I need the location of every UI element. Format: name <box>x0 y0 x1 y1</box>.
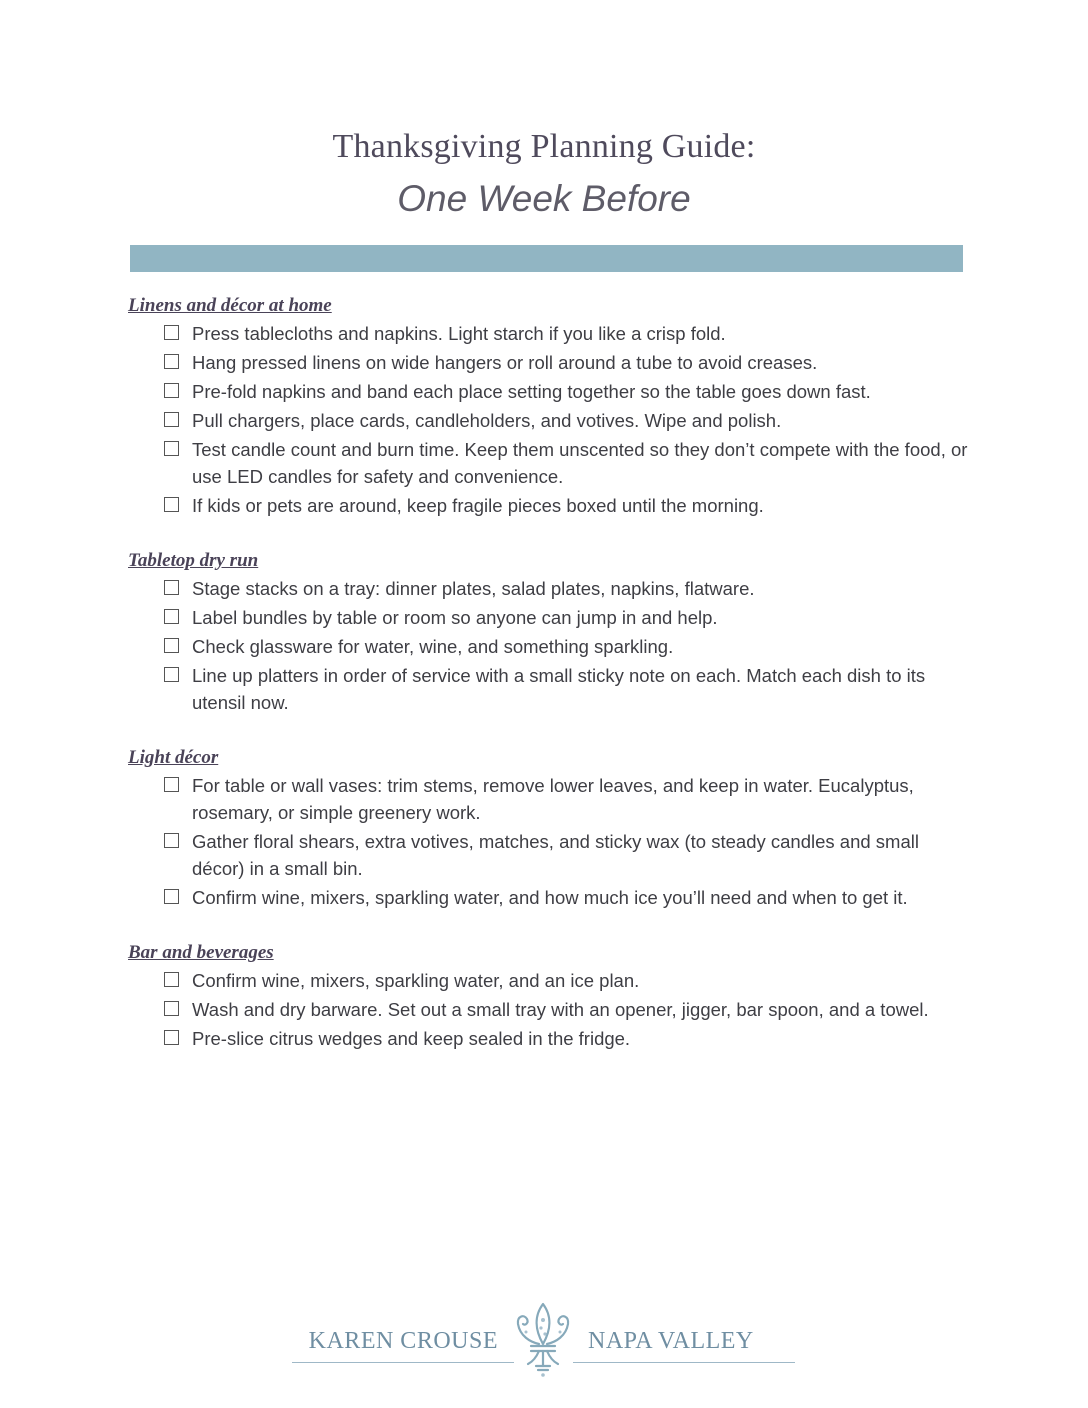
checklist-item-text: Wash and dry barware. Set out a small tray with an opener, jigger, bar spoon, and a towel. <box>192 999 929 1020</box>
checklist-item-text: Check glassware for water, wine, and something sparkling. <box>192 636 674 657</box>
checkbox[interactable] <box>164 667 179 682</box>
footer-brand-left: KAREN CROUSE <box>308 1328 498 1354</box>
checklist-item-text: Pull chargers, place cards, candleholders, and votives. Wipe and polish. <box>192 410 782 431</box>
checkbox[interactable] <box>164 1001 179 1016</box>
checklist <box>128 575 968 716</box>
footer-rule-left <box>292 1362 514 1363</box>
footer <box>0 1300 1088 1380</box>
checkbox[interactable] <box>164 354 179 369</box>
checklist-item <box>164 604 968 631</box>
checklist-item <box>164 407 968 434</box>
checkbox[interactable] <box>164 638 179 653</box>
checklist <box>128 967 968 1052</box>
fleur-de-lis-icon <box>512 1300 574 1380</box>
checkbox[interactable] <box>164 580 179 595</box>
checklist-item-text: Line up platters in order of service with a small sticky note on each. Match each dish to its utensil now. <box>192 665 926 713</box>
checklist-item <box>164 633 968 660</box>
checklist-item-text: For table or wall vases: trim stems, remove lower leaves, and keep in water. Eucalyptus, rosemary, or simple greenery work. <box>192 775 914 823</box>
checklist-item-text: Pre-slice citrus wedges and keep sealed in the fridge. <box>192 1028 631 1049</box>
checklist-item-text: Label bundles by table or room so anyone can jump in and help. <box>192 607 718 628</box>
checklist-item <box>164 662 968 716</box>
checklist-item-text: Gather floral shears, extra votives, matches, and sticky wax (to steady candles and small décor) in a small bin. <box>192 831 919 879</box>
checkbox[interactable] <box>164 889 179 904</box>
checklist-item <box>164 378 968 405</box>
checklist-item <box>164 1025 968 1052</box>
checklist-item <box>164 575 968 602</box>
checklist-section <box>128 292 968 519</box>
checklist-item-text: Pre-fold napkins and band each place setting together so the table goes down fast. <box>192 381 871 402</box>
checkbox[interactable] <box>164 609 179 624</box>
checklist-section <box>128 939 968 1052</box>
checklist-item-text: Test candle count and burn time. Keep them unscented so they don’t compete with the food, or use LED candles for safety and convenience. <box>192 439 968 487</box>
checkbox[interactable] <box>164 383 179 398</box>
checkbox[interactable] <box>164 777 179 792</box>
checklist-item <box>164 772 968 826</box>
checklist-section <box>128 547 968 716</box>
checkbox[interactable] <box>164 441 179 456</box>
footer-brand-right: NAPA VALLEY <box>588 1328 754 1354</box>
checklist-item <box>164 884 968 911</box>
title-line-2: One Week Before <box>397 178 691 219</box>
section-heading: Light décor <box>128 747 219 768</box>
checklist <box>128 320 968 519</box>
checklist-item <box>164 492 968 519</box>
checklist-item <box>164 996 968 1023</box>
checkbox[interactable] <box>164 325 179 340</box>
checkbox[interactable] <box>164 1030 179 1045</box>
checkbox[interactable] <box>164 972 179 987</box>
section-heading: Linens and décor at home <box>128 295 332 316</box>
section-heading: Bar and beverages <box>128 942 274 963</box>
checkbox[interactable] <box>164 412 179 427</box>
checklist-item <box>164 436 968 490</box>
checklist-item <box>164 349 968 376</box>
checklist-item-text: Confirm wine, mixers, sparkling water, and an ice plan. <box>192 970 640 991</box>
checklist-item-text: If kids or pets are around, keep fragile pieces boxed until the morning. <box>192 495 764 516</box>
section-heading: Tabletop dry run <box>128 550 259 571</box>
footer-rule-right <box>573 1362 795 1363</box>
checklist-item <box>164 967 968 994</box>
title-line-1: Thanksgiving Planning Guide: <box>332 128 756 165</box>
checklist-item-text: Confirm wine, mixers, sparkling water, and how much ice you’ll need and when to get it. <box>192 887 908 908</box>
checklist-item-text: Hang pressed linens on wide hangers or roll around a tube to avoid creases. <box>192 352 818 373</box>
checklist-section <box>128 744 968 911</box>
checklist-item-text: Stage stacks on a tray: dinner plates, salad plates, napkins, flatware. <box>192 578 755 599</box>
header-divider-band <box>130 245 963 272</box>
checklist-item <box>164 828 968 882</box>
checklist <box>128 772 968 911</box>
checklist-content <box>128 292 968 1080</box>
checkbox[interactable] <box>164 833 179 848</box>
checkbox[interactable] <box>164 497 179 512</box>
checklist-item-text: Press tablecloths and napkins. Light starch if you like a crisp fold. <box>192 323 726 344</box>
checklist-item <box>164 320 968 347</box>
